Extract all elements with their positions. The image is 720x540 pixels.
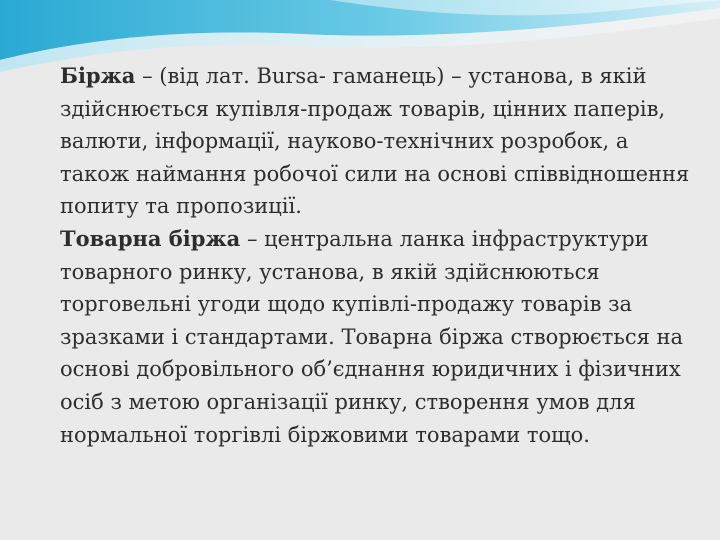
- term-tovarna-birzha: Товарна біржа: [60, 225, 241, 251]
- paragraph-birzha: [60, 60, 700, 223]
- text-content: [60, 60, 700, 451]
- paragraph-tovarna-birzha: [60, 223, 700, 451]
- definition-tovarna-birzha: – центральна ланка інфраструктури товарного ринку, установа, в якій здійснюються торговельні угоди щодо купівлі-продажу товарів за зразками і стандартами. Товарна біржа створюється на основі добровільного об’єднання юридичних і фізичних осіб з метою організації ринку, створення умов для нормальної торгівлі біржовими товарами тощо.: [60, 226, 684, 447]
- definition-birzha: – (від лат. Bursa- гаманець) – установа, в якій здійснюється купівля-продаж товарів, цінних паперів, валюти, інформації, науково-технічних розробок, а також наймання робочої сили на основі співвідношення попиту та пропозиції.: [60, 64, 690, 219]
- term-birzha: Біржа: [60, 63, 136, 88]
